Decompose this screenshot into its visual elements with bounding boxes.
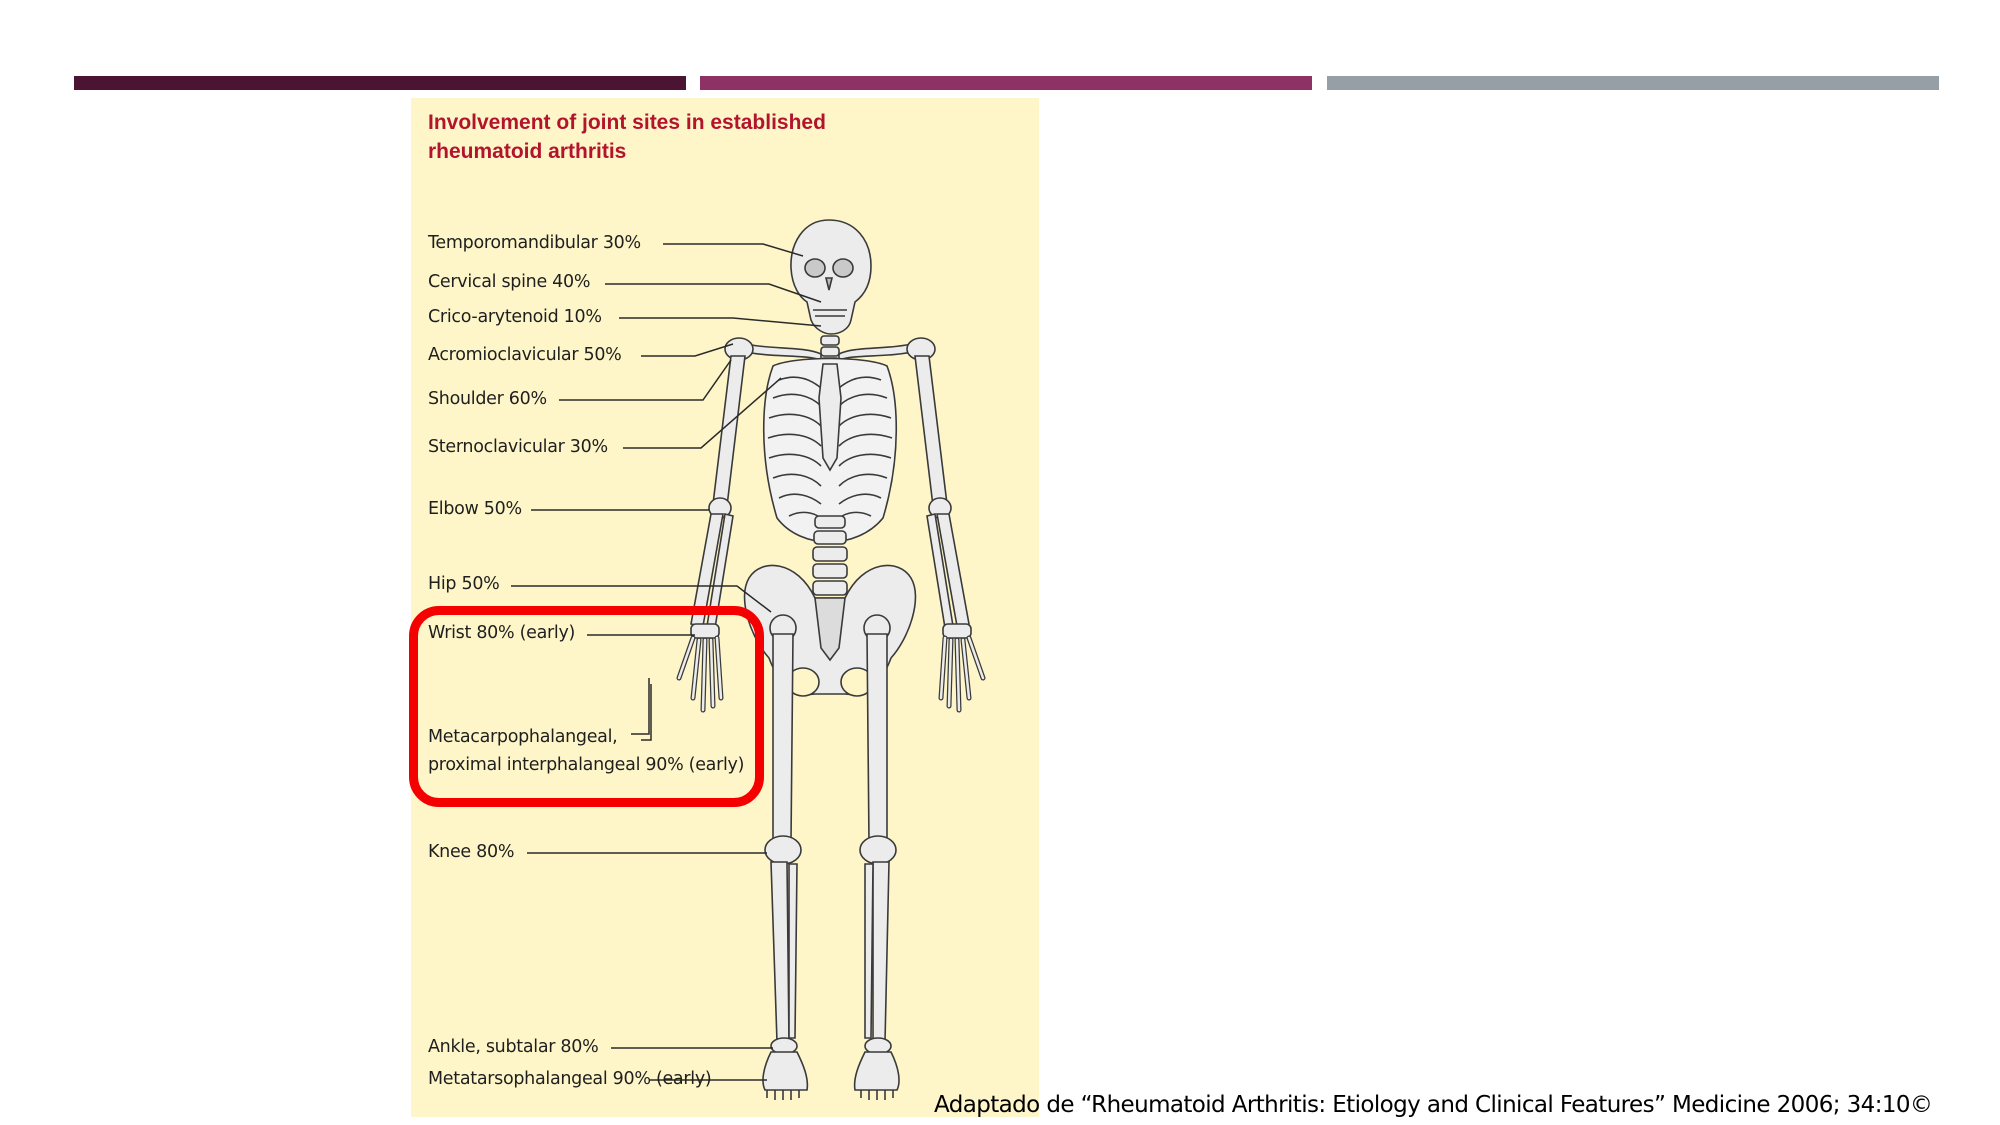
highlight-box	[409, 606, 764, 807]
leader-acromioclavicular	[641, 344, 733, 356]
label-acromioclavicular: Acromioclavicular 50%	[428, 345, 622, 365]
label-cervical-spine: Cervical spine 40%	[428, 272, 591, 292]
cervical-vertebra	[821, 336, 839, 345]
left-femur	[773, 634, 793, 842]
left-fibula	[789, 864, 797, 1038]
right-femur	[867, 634, 887, 842]
left-knee	[765, 836, 801, 864]
lumbar-vertebra	[813, 564, 847, 578]
lumbar-vertebra	[813, 581, 847, 595]
label-mcp-line2: proximal interphalangeal 90% (early)	[428, 755, 745, 775]
leader-sternoclavicular	[623, 378, 781, 448]
citation: Adaptado de “Rheumatoid Arthritis: Etiology and Clinical Features” Medicine 2006; 34:10©	[934, 1092, 1933, 1118]
right-humerus	[915, 356, 947, 506]
label-sternoclavicular: Sternoclavicular 30%	[428, 437, 608, 457]
leader-crico-arytenoid	[619, 318, 821, 326]
label-elbow: Elbow 50%	[428, 499, 522, 519]
label-hip: Hip 50%	[428, 574, 500, 594]
right-wrist	[943, 624, 971, 638]
label-ankle: Ankle, subtalar 80%	[428, 1037, 599, 1057]
cervical-vertebra	[821, 347, 839, 356]
figure-title-line2: rheumatoid arthritis	[428, 140, 627, 163]
right-tibia	[873, 862, 889, 1042]
label-mcp-line1: Metacarpophalangeal,	[428, 727, 618, 747]
header-bar-gray	[1327, 76, 1939, 90]
right-clavicle	[839, 343, 917, 360]
label-mtp: Metatarsophalangeal 90% (early)	[428, 1069, 712, 1089]
lumbar-vertebra	[814, 531, 846, 544]
label-temporomandibular: Temporomandibular 30%	[428, 233, 641, 253]
lumbar-vertebra	[813, 547, 847, 561]
skull	[791, 220, 871, 334]
sternum	[819, 364, 841, 470]
leader-cervical-spine	[605, 284, 821, 302]
right-knee	[860, 836, 896, 864]
left-foot	[763, 1052, 807, 1090]
right-foot	[855, 1052, 899, 1090]
left-tibia	[771, 862, 789, 1042]
right-eye-socket	[833, 259, 853, 277]
right-fibula	[865, 864, 873, 1038]
header-bar-dark	[74, 76, 686, 90]
label-wrist: Wrist 80% (early)	[428, 623, 576, 643]
label-knee: Knee 80%	[428, 842, 515, 862]
header-bar-magenta	[700, 76, 1312, 90]
figure-title-line1: Involvement of joint sites in established	[428, 111, 826, 134]
label-crico-arytenoid: Crico-arytenoid 10%	[428, 307, 602, 327]
left-eye-socket	[805, 259, 825, 277]
lumbar-vertebra	[815, 516, 845, 528]
label-shoulder: Shoulder 60%	[428, 389, 547, 409]
leader-temporomandibular	[663, 244, 803, 256]
right-hand-fingers	[941, 638, 983, 710]
